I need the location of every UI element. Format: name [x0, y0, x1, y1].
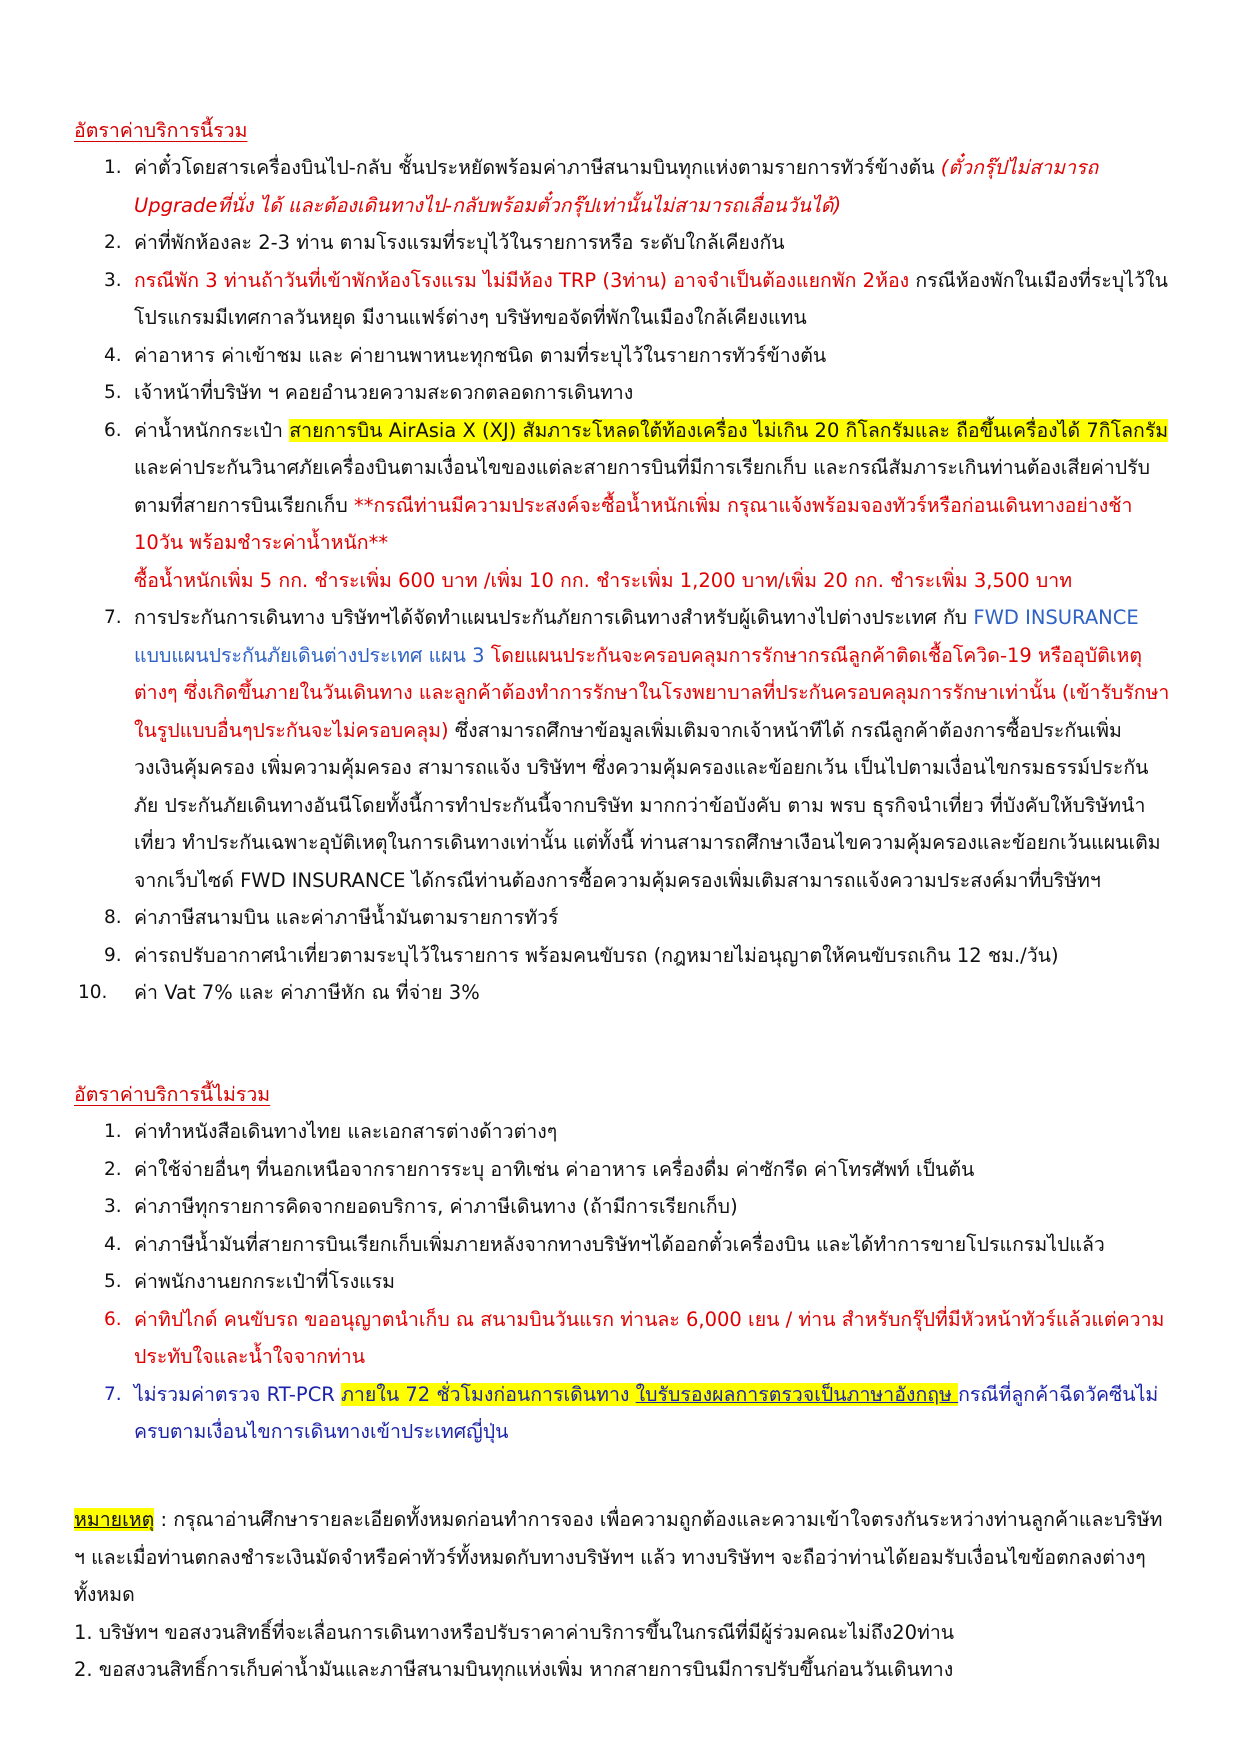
list-item	[74, 599, 1170, 899]
item-text: ไม่รวมค่าตรวจ RT-PCR	[134, 1382, 342, 1406]
item-text: ค่าภาษีน้ำมันที่สายการบินเรียกเก็บเพิ่มภายหลังจากทางบริษัทฯได้ออกตั๋วเครื่องบิน และได้ทำการขายโปรแกรมไปแล้ว	[134, 1232, 1105, 1256]
item-number: 3.	[104, 1196, 122, 1217]
insurance-plan-name: FWD INSURANCE แบบแผนประกันภัยเดินต่างประเทศ แผน 3	[134, 606, 1139, 667]
item-number: 6.	[104, 419, 122, 441]
item-text: ค่าพนักงานยกกระเป๋าที่โรงแรม	[134, 1270, 395, 1293]
item-text: กรณีห้องพักในเมืองที่ระบุไว้ในโปรแกรมมีเทศกาลวันหยุด มีงานแฟร์ต่างๆ บริษัทขอจัดที่พักในเมืองใกล้เคียงแทน	[134, 268, 1168, 329]
item-warning: กรณีพัก 3 ท่านถ้าวันที่เข้าพักห้องโรงแรม ไม่มีห้อง TRP (3ท่าน) อาจจำเป็นต้องแยกพัก 2ห้อง	[134, 268, 910, 292]
list-item	[74, 1226, 1170, 1264]
item-text: การประกันการเดินทาง บริษัทฯได้จัดทำแผนประกันภัยการเดินทางสำหรับผู้เดินทางไปต่างประเทศ กับ	[134, 606, 974, 629]
item-number: 8.	[104, 907, 122, 928]
baggage-price-line: ซื้อน้ำหนักเพิ่ม 5 กก. ชำระเพิ่ม 600 บาท /เพิ่ม 10 กก. ชำระเพิ่ม 1,200 บาท/เพิ่ม 20 กก. ชำระเพิ่ม 3,500 บาท	[134, 568, 1073, 592]
item-text: ค่าทิปไกด์ คนขับรถ ขออนุญาตนำเก็บ ณ สนามบินวันแรก ท่านละ 6,000 เยน / ท่าน สำหรับกรุ๊ปที่มีหัวหน้าทัวร์แล้วแต่ความประทับใจและน้ำใจจากท่าน	[134, 1307, 1165, 1368]
item-text: ค่าภาษีทุกรายการคิดจากยอดบริการ, ค่าภาษีเดินทาง (ถ้ามีการเรียกเก็บ)	[134, 1195, 738, 1218]
list-item	[74, 1301, 1170, 1376]
item-text: ค่าใช้จ่ายอื่นๆ ที่นอกเหนือจากรายการระบุ อาทิเช่น ค่าอาหาร เครื่องดื่ม ค่าซักรีด ค่าโทรศัพท์ เป็นต้น	[134, 1157, 975, 1181]
item-note: (ตั๋วกรุ๊ปไม่สามารถ Upgradeที่นั่ง ได้ และต้องเดินทางไป-กลับพร้อมตั๋วกรุ๊ปเท่านั้นไม่สามารถเลื่อนวันได้)	[134, 156, 1099, 217]
item-number: 10.	[78, 982, 108, 1003]
item-number: 7.	[104, 1383, 122, 1405]
list-item	[74, 337, 1170, 375]
item-text: ค่าอาหาร ค่าเข้าชม และ ค่ายานพาหนะทุกชนิด ตามที่ระบุไว้ในรายการทัวร์ข้างต้น	[134, 343, 827, 367]
item-number: 5.	[104, 1271, 122, 1292]
excluded-list	[74, 1113, 1170, 1451]
list-item	[74, 262, 1170, 337]
item-text-cont: และค่าประกันวินาศภัยเครื่องบินตามเงื่อนไขของแต่ละสายการบินที่มีการเรียกเก็บ และกรณีสัมภาระเกินท่านต้องเสียค่าปรับตามที่สายการบินเรียกเก็บ	[134, 456, 1150, 517]
item-text-cont: กรณีที่ลูกค้าฉีดวัคซีนไม่ครบตามเงื่อนไขการเดินทางเข้าประเทศญี่ปุ่น	[134, 1382, 1159, 1443]
item-text: ค่า Vat 7% และ ค่าภาษีหัก ณ ที่จ่าย 3%	[134, 981, 480, 1004]
remarks-text: : กรุณาอ่านศึกษารายละเอียดทั้งหมดก่อนทำการจอง เพื่อความถูกต้องและความเข้าใจตรงกันระหว่างท่านลูกค้าและบริษัท ฯ และเมื่อท่านตกลงชำระเงินมัดจำหรือค่าทัวร์ทั้งหมดกับทางบริษัทฯ แล้ว ทางบริษัทฯ จะถือว่าท่านได้ยอมรับเงื่อนไขข้อตกลงต่างๆ ทั้งหมด	[74, 1508, 1163, 1606]
item-text: ค่ารถปรับอากาศนำเที่ยวตามระบุไว้ในรายการ พร้อมคนขับรถ (กฎหมายไม่อนุญาตให้คนขับรถเกิน 12 ชม./วัน)	[134, 943, 1059, 967]
item-number: 4.	[104, 1233, 122, 1255]
remarks-line-2: 2. ขอสงวนสิทธิ์การเก็บค่าน้ำมันและภาษีสนามบินทุกแห่งเพิ่ม หากสายการบินมีการปรับขึ้นก่อนวันเดินทาง	[74, 1658, 954, 1681]
list-item	[74, 1263, 1170, 1301]
item-text: ค่าทำหนังสือเดินทางไทย และเอกสารต่างด้าวต่างๆ	[134, 1120, 558, 1143]
item-number: 4.	[104, 344, 122, 366]
item-number: 7.	[104, 607, 122, 628]
item-number: 2.	[104, 232, 122, 253]
list-item	[74, 374, 1170, 412]
included-title: อัตราค่าบริการนี้รวม	[74, 119, 248, 142]
item-text-cont: ซึ่งสามารถศึกษาข้อมูลเพิ่มเติมจากเจ้าหน้าทีได้ กรณีลูกค้าต้องการซื้อประกันเพิ่มวงเงินคุ้มครอง เพิ่มความคุ้มครอง สามารถแจ้ง บริษัทฯ ซึ่งความคุ้มครองและข้อยกเว้น เป็นไปตามเงื่อนไขกรมธรรม์ประกันภัย ประกันภัยเดินทางอันนีโดยทั้งนี้การทำประกันนี้จากบริษัท มากกว่าข้อบังคับ ตาม พรบ ธุรกิจนำเที่ยว ที่บังคับให้บริษัทนำเที่ยว ทำประกันเฉพาะอุบัติเหตุในการเดินทางเท่านั้น แต่ทั้งนี้ ท่านสามารถศึกษาเงือนไขความคุ้มครองและข้อยกเว้นแผนเติมจากเว็บไซด์ FWD INSURANCE ได้กรณีท่านต้องการซื้อความคุ้มครองเพิ่มเติมสามารถแจ้งความประสงค์มาที่บริษัทฯ	[134, 718, 1161, 892]
list-item	[74, 224, 1170, 262]
pcr-highlight: ภายใน 72 ชั่วโมงก่อนการเดินทาง	[341, 1382, 636, 1406]
list-item	[74, 149, 1170, 224]
list-item	[74, 1151, 1170, 1189]
item-text: ค่าน้ำหนักกระเป๋า	[134, 418, 290, 442]
list-item	[74, 412, 1170, 600]
remarks-section	[74, 1501, 1170, 1689]
list-item	[74, 937, 1170, 975]
item-text: เจ้าหน้าที่บริษัท ฯ คอยอำนวยความสะดวกตลอดการเดินทาง	[134, 381, 634, 404]
item-text: ค่าภาษีสนามบิน และค่าภาษีน้ำมันตามรายการทัวร์	[134, 906, 559, 929]
english-certificate-highlight: ใบรับรองผลการตรวจเป็นภาษาอังกฤษ	[635, 1382, 959, 1406]
list-item	[74, 1376, 1170, 1451]
item-number: 1.	[104, 1121, 122, 1142]
baggage-highlight: สายการบิน AirAsia X (XJ) สัมภาระโหลดใต้ท้องเครื่อง ไม่เกิน 20 กิโลกรัมและ ถือขึ้นเครื่องได้ 7กิโลกรัม	[289, 418, 1169, 442]
list-item	[74, 899, 1170, 937]
item-number: 6.	[104, 1308, 122, 1330]
remarks-paragraph	[74, 1501, 1170, 1614]
item-number: 3.	[104, 269, 122, 291]
item-number: 1.	[104, 157, 122, 178]
list-item	[74, 1113, 1170, 1151]
insurance-coverage-note: โดยแผนประกันจะครอบคลุมการรักษากรณีลูกค้าติดเชื้อโควิด-19 หรืออุบัติเหตุต่างๆ ซึ่งเกิดขึ้นภายในวันเดินทาง และลูกค้าต้องทำการรักษาในโรงพยาบาลที่ประกันครอบคลุมการรักษาเท่านั้น (เข้ารับรักษาในรูปแบบอื่นๆประกันจะไม่ครอบคลุม)	[134, 643, 1170, 742]
item-text: ค่าตั๋วโดยสารเครื่องบินไป-กลับ ชั้นประหยัดพร้อมค่าภาษีสนามบินทุกแห่งตามรายการทัวร์ข้างต้น	[134, 156, 941, 179]
baggage-purchase-note: **กรณีท่านมีความประสงค์จะซื้อน้ำหนักเพิ่ม กรุณาแจ้งพร้อมจองทัวร์หรือก่อนเดินทางอย่างช้า 10วัน พร้อมชำระค่าน้ำหนัก**	[134, 493, 1133, 554]
item-number: 2.	[104, 1158, 122, 1180]
item-number: 9.	[104, 944, 122, 966]
list-item	[74, 1188, 1170, 1226]
item-number: 5.	[104, 382, 122, 403]
list-item	[74, 974, 1170, 1012]
item-text: ค่าที่พักห้องละ 2-3 ท่าน ตามโรงแรมที่ระบุไว้ในรายการหรือ ระดับใกล้เคียงกัน	[134, 231, 785, 254]
included-list	[74, 149, 1170, 1012]
excluded-title: อัตราค่าบริการนี้ไม่รวม	[74, 1083, 271, 1106]
remarks-label: หมายเหตุ	[74, 1508, 155, 1531]
remarks-line-1: 1. บริษัทฯ ขอสงวนสิทธิ์ที่จะเลื่อนการเดินทางหรือปรับราคาค่าบริการขึ้นในกรณีที่มีผู้ร่วมคณะไม่ถึง20ท่าน	[74, 1620, 955, 1644]
